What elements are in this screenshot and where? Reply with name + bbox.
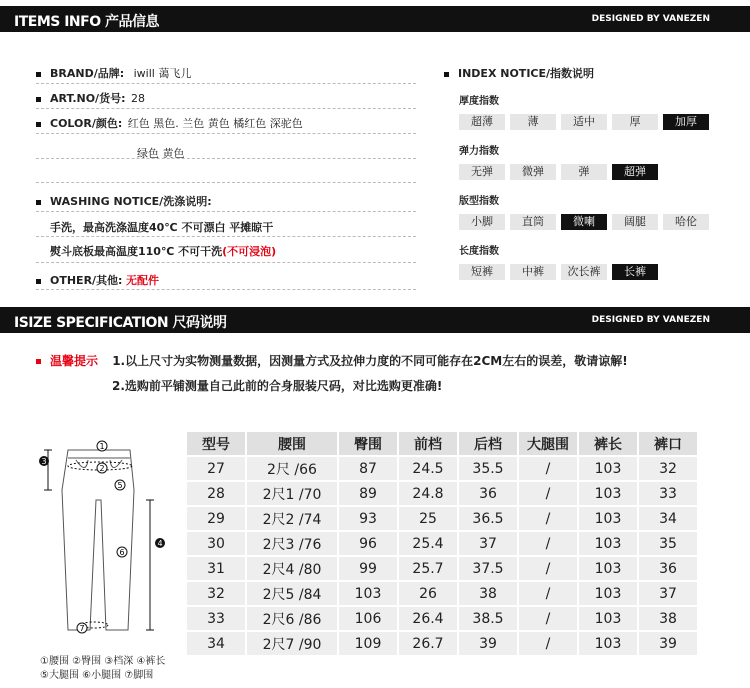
color-row [36,115,303,131]
table-cell: 109 [339,632,397,655]
washing-label: WASHING NOTICE/洗涤说明: [50,195,212,208]
table-cell: 103 [579,507,637,530]
table-cell: 24.8 [399,482,457,505]
table-cell: 2尺7 /90 [247,632,337,655]
table-cell: / [519,507,577,530]
table-cell: 32 [187,582,245,605]
table-cell: 38.5 [459,607,517,630]
brand-value: iwill 蔼飞儿 [133,67,192,80]
table-cell: 37.5 [459,557,517,580]
designed-by-label: DESIGNED BY VANEZEN [591,315,710,325]
index-option: 薄 [510,114,556,130]
table-cell: 103 [579,457,637,480]
size-table-header [187,432,697,455]
divider [36,83,416,84]
table-cell: 93 [339,507,397,530]
table-cell: 35 [639,532,697,555]
table-cell: / [519,582,577,605]
index-option: 阔腿 [612,214,658,230]
table-row [187,607,697,630]
diagram-legend-1: ①腰围 ②臀围 ③档深 ④裤长 [40,656,166,667]
items-info-title: ITEMS INFO 产品信息 [14,14,159,30]
table-cell: 103 [579,582,637,605]
index-category-label: 弹力指数 [459,146,499,157]
size-table [185,430,699,657]
table-cell: 96 [339,532,397,555]
index-option-selected: 长裤 [612,264,658,280]
pocket-line [76,460,88,468]
table-cell: 24.5 [399,457,457,480]
index-option: 厚 [612,114,658,130]
table-row [187,582,697,605]
divider [36,236,416,237]
table-cell: 38 [639,607,697,630]
table-cell: / [519,557,577,580]
index-option: 超薄 [459,114,505,130]
table-cell: / [519,457,577,480]
other-row [36,272,159,288]
marker-4-label: 4 [157,539,163,548]
table-cell: 103 [339,582,397,605]
table-cell: 103 [579,482,637,505]
column-header: 大腿围 [519,432,577,455]
index-option-selected: 加厚 [663,114,709,130]
table-cell: 99 [339,557,397,580]
marker-5-label: 5 [117,481,123,490]
washing-line-2 [50,243,276,259]
table-cell: 103 [579,607,637,630]
divider [36,158,416,159]
bullet-icon [444,72,449,77]
table-cell: 33 [187,607,245,630]
divider [36,133,416,134]
column-header: 臀围 [339,432,397,455]
size-spec-header [0,307,750,333]
index-option: 次长裤 [561,264,607,280]
artno-label: ART.NO/货号: [50,92,126,105]
index-option: 哈伦 [663,214,709,230]
color-value: 红色 黑色. 兰色 黄色 橘红色 深驼色 [127,117,303,130]
table-cell: 106 [339,607,397,630]
table-cell: 31 [187,557,245,580]
table-cell: 26.4 [399,607,457,630]
notice-line-2: 2.选购前平铺测量自己此前的合身服装尺码，对比选购更准确! [112,379,443,393]
table-cell: / [519,532,577,555]
index-category-label: 厚度指数 [459,96,499,107]
table-row [187,507,697,530]
marker-7-label: 7 [79,624,85,633]
table-cell: 36.5 [459,507,517,530]
other-value: 无配件 [125,274,159,287]
table-cell: 28 [187,482,245,505]
marker-6-label: 6 [119,548,125,557]
divider [36,262,416,263]
color-value-2: 绿色 黄色 [137,147,185,160]
artno-value: 28 [130,92,145,105]
table-row [187,632,697,655]
index-option: 短裤 [459,264,505,280]
table-cell: 103 [579,632,637,655]
table-cell: 36 [639,557,697,580]
table-cell: / [519,482,577,505]
washing-row [36,193,212,209]
index-option: 适中 [561,114,607,130]
table-cell: 2尺5 /84 [247,582,337,605]
table-cell: 30 [187,532,245,555]
index-option-selected: 微喇 [561,214,607,230]
bullet-icon [36,359,41,364]
marker-3-label: 3 [41,457,47,466]
table-cell: 89 [339,482,397,505]
divider [36,108,416,109]
table-cell: 2尺 /66 [247,457,337,480]
washing-line-2-text: 熨斗底板最高温度110℃ 不可干洗 [50,245,223,258]
table-cell: 39 [639,632,697,655]
other-label: OTHER/其他: [50,274,123,287]
column-header: 后档 [459,432,517,455]
brand-label: BRAND/品牌: [50,67,125,80]
index-category-label: 长度指数 [459,246,499,257]
table-cell: 2尺2 /74 [247,507,337,530]
bullet-icon [36,97,41,102]
table-cell: 34 [639,507,697,530]
table-cell: 39 [459,632,517,655]
divider [36,182,416,183]
table-cell: 2尺6 /86 [247,607,337,630]
pocket-line [110,460,122,468]
table-cell: 35.5 [459,457,517,480]
divider [36,211,416,212]
pants-diagram [38,430,168,645]
table-cell: 36 [459,482,517,505]
table-cell: 2尺3 /76 [247,532,337,555]
table-cell: / [519,607,577,630]
table-cell: 33 [639,482,697,505]
notice-line-1 [36,352,628,369]
designed-by-label: DESIGNED BY VANEZEN [591,14,710,24]
table-cell: 25 [399,507,457,530]
index-option: 无弹 [459,164,505,180]
brand-row [36,65,191,81]
table-cell: 2尺1 /70 [247,482,337,505]
table-cell: 26.7 [399,632,457,655]
table-cell: 27 [187,457,245,480]
table-cell: 29 [187,507,245,530]
table-cell: 37 [639,582,697,605]
table-cell: 34 [187,632,245,655]
color-label: COLOR/颜色: [50,117,123,130]
size-table-body [187,457,697,655]
items-info-header [0,6,750,32]
bullet-icon [36,200,41,205]
table-cell: 25.7 [399,557,457,580]
column-header: 前档 [399,432,457,455]
table-row [187,532,697,555]
column-header: 裤口 [639,432,697,455]
marker-1-label: 1 [99,442,105,451]
table-cell: 37 [459,532,517,555]
table-cell: 26 [399,582,457,605]
washing-line-1: 手洗，最高洗涤温度40℃ 不可漂白 平摊晾干 [50,221,274,234]
artno-row [36,90,145,106]
index-option: 弹 [561,164,607,180]
bullet-icon [36,122,41,127]
table-row [187,482,697,505]
table-cell: 32 [639,457,697,480]
size-spec-title: ISIZE SPECIFICATION 尺码说明 [14,315,227,331]
table-cell: 87 [339,457,397,480]
index-category-label: 版型指数 [459,196,499,207]
table-row [187,557,697,580]
index-option: 直筒 [510,214,556,230]
table-cell: 103 [579,557,637,580]
table-cell: 2尺4 /80 [247,557,337,580]
table-cell: 38 [459,582,517,605]
marker-2-label: 2 [99,464,105,473]
notice-text-1: 1.以上尺寸为实物测量数据，因测量方式及拉伸力度的不同可能存在2CM左右的误差，敬请谅解! [112,354,628,368]
pants-outline [62,450,134,630]
column-header: 裤长 [579,432,637,455]
table-cell: / [519,632,577,655]
no-soak-note: (不可浸泡) [222,245,277,258]
tip-label: 温馨提示 [50,354,99,368]
table-cell: 25.4 [399,532,457,555]
column-header: 型号 [187,432,245,455]
column-header: 腰围 [247,432,337,455]
bullet-icon [36,72,41,77]
index-option: 中裤 [510,264,556,280]
table-row [187,457,697,480]
bullet-icon [36,279,41,284]
index-option: 微弹 [510,164,556,180]
index-option-selected: 超弹 [612,164,658,180]
divider [36,289,416,290]
table-cell: 103 [579,532,637,555]
diagram-legend-2: ⑤大腿围 ⑥小腿围 ⑦脚围 [40,670,154,681]
index-notice-title: INDEX NOTICE/指数说明 [444,65,594,81]
index-option: 小脚 [459,214,505,230]
